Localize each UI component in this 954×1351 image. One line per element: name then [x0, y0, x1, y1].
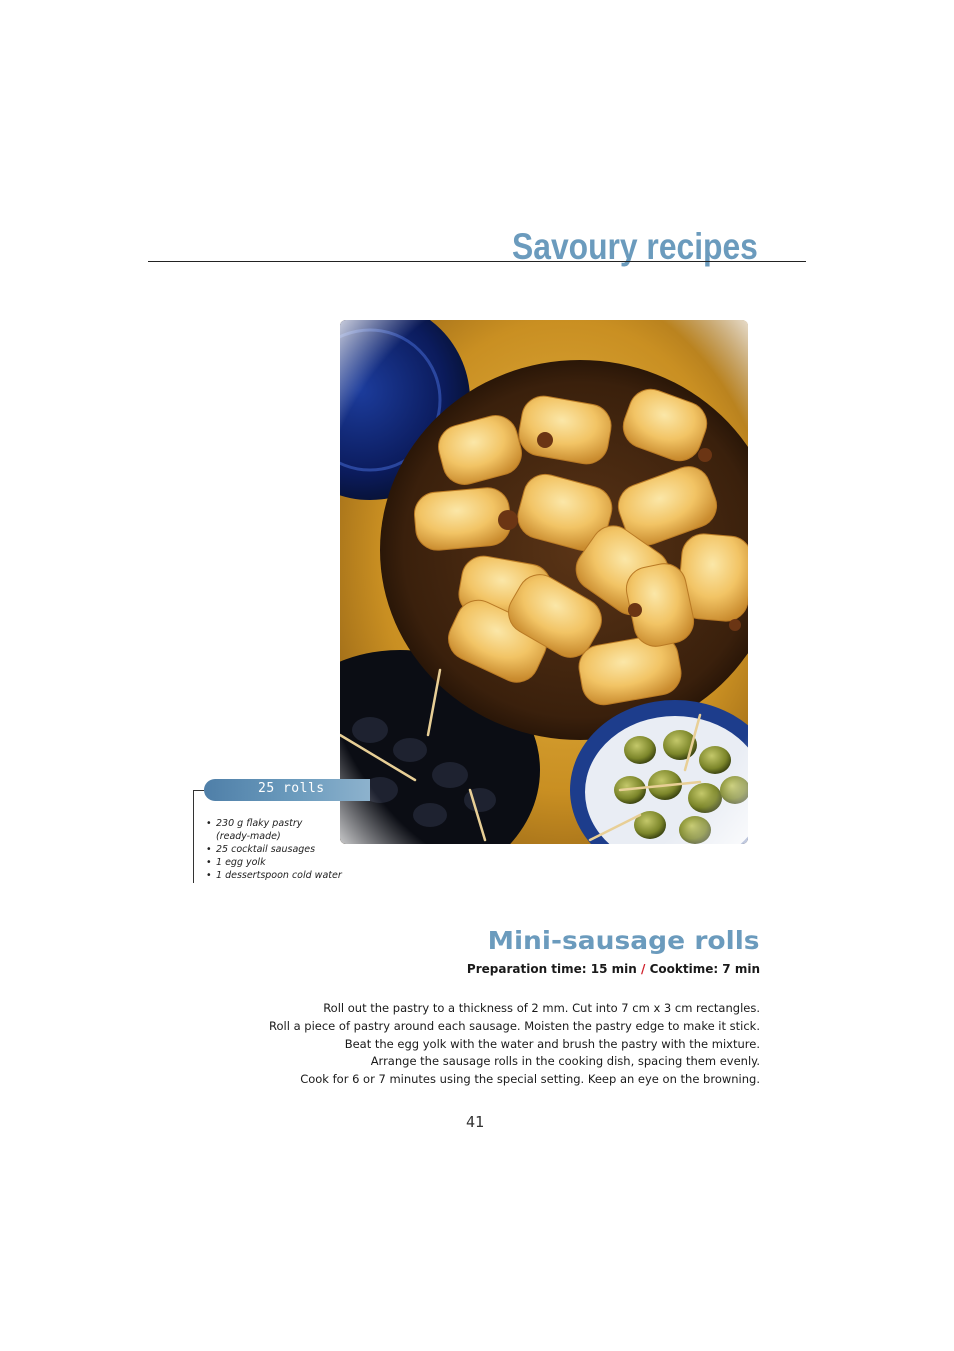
prep-time: Preparation time: 15 min: [466, 962, 637, 976]
ingredient-item: • 1 dessertspoon cold water: [206, 869, 342, 882]
recipe-step: Arrange the sausage rolls in the cooking dish, spacing them evenly.: [370, 1054, 760, 1069]
yield-label: 25 rolls: [258, 781, 325, 796]
ingredient-item: • 1 egg yolk: [206, 856, 342, 869]
page-number: 41: [466, 1113, 485, 1131]
ingredient-item: • 25 cocktail sausages: [206, 843, 342, 856]
ingredient-item-continuation: (ready-made): [216, 831, 281, 842]
recipe-title: Mini-sausage rolls: [488, 926, 760, 955]
recipe-times: [467, 962, 760, 976]
ingredients-list: [206, 817, 342, 882]
time-separator: /: [640, 962, 646, 976]
recipe-photo: [340, 320, 748, 844]
recipe-step: Cook for 6 or 7 minutes using the special setting. Keep an eye on the browning.: [300, 1072, 760, 1087]
yield-badge: [204, 779, 370, 801]
recipe-step: Beat the egg yolk with the water and brush the pastry with the mixture.: [344, 1036, 760, 1051]
sausage-rolls-illustration: [340, 320, 748, 844]
recipe-step: Roll a piece of pastry around each sausage. Moisten the pastry edge to make it stick.: [269, 1018, 760, 1033]
ingredients-bracket: [193, 790, 204, 883]
header-rule: [148, 261, 806, 262]
ingredient-item: • 230 g flaky pastry: [206, 817, 342, 830]
section-title: Savoury recipes: [512, 226, 758, 267]
cook-time: Cooktime: 7 min: [649, 962, 760, 976]
recipe-step: Roll out the pastry to a thickness of 2 mm. Cut into 7 cm x 3 cm rectangles.: [323, 1001, 760, 1015]
recipe-steps: [269, 1000, 760, 1089]
